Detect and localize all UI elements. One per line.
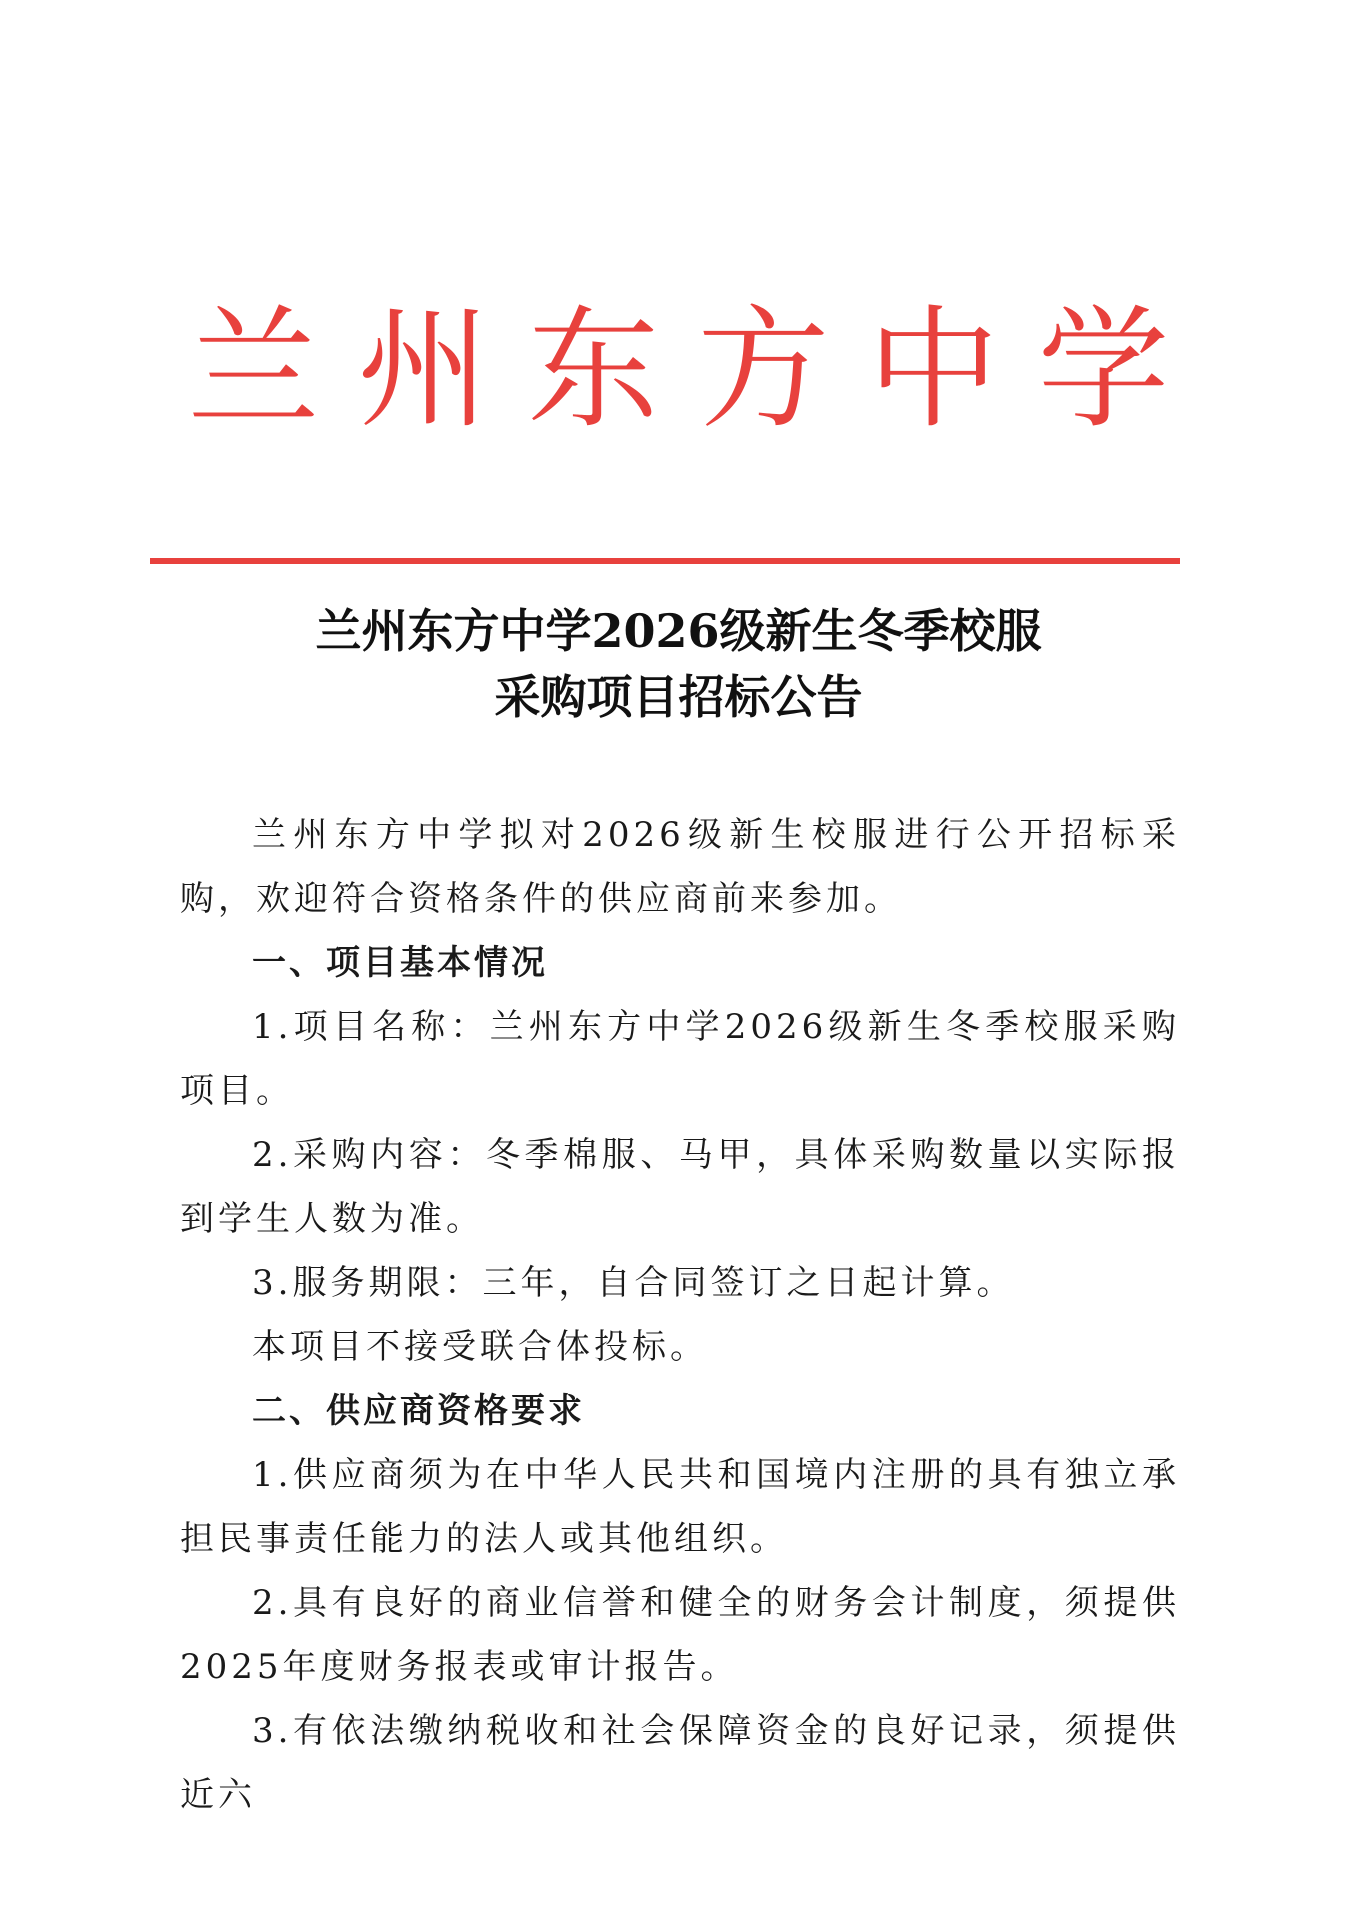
- intro-paragraph: 兰州东方中学拟对2026级新生校服进行公开招标采购，欢迎符合资格条件的供应商前来参加。: [180, 815, 1180, 919]
- qualification-item-2: 2.具有良好的商业信誉和健全的财务会计制度，须提供2025年度财务报表或审计报告。: [180, 1583, 1180, 1687]
- project-name-item: 1.项目名称：兰州东方中学2026级新生冬季校服采购项目。: [180, 1007, 1180, 1111]
- document-title: [0, 598, 1357, 730]
- section-heading-project-info: 一、项目基本情况: [252, 943, 548, 983]
- title-line-2: 采购项目招标公告: [494, 670, 863, 724]
- red-masthead: 兰州东方中学: [187, 293, 1208, 447]
- service-period-item: 3.服务期限：三年，自合同签订之日起计算。: [252, 1263, 1015, 1303]
- red-divider-line: [150, 558, 1180, 564]
- qualification-item-3: 3.有依法缴纳税收和社会保障资金的良好记录，须提供近六: [180, 1711, 1180, 1815]
- section-heading-qualifications: 二、供应商资格要求: [252, 1391, 585, 1431]
- title-line-1: 兰州东方中学2026级新生冬季校服: [315, 604, 1042, 658]
- procurement-content-item: 2.采购内容：冬季棉服、马甲，具体采购数量以实际报到学生人数为准。: [180, 1135, 1180, 1239]
- qualification-item-1: 1.供应商须为在中华人民共和国境内注册的具有独立承担民事责任能力的法人或其他组织。: [180, 1455, 1180, 1559]
- document-body: [180, 803, 1180, 1827]
- no-consortium-note: 本项目不接受联合体投标。: [252, 1327, 708, 1367]
